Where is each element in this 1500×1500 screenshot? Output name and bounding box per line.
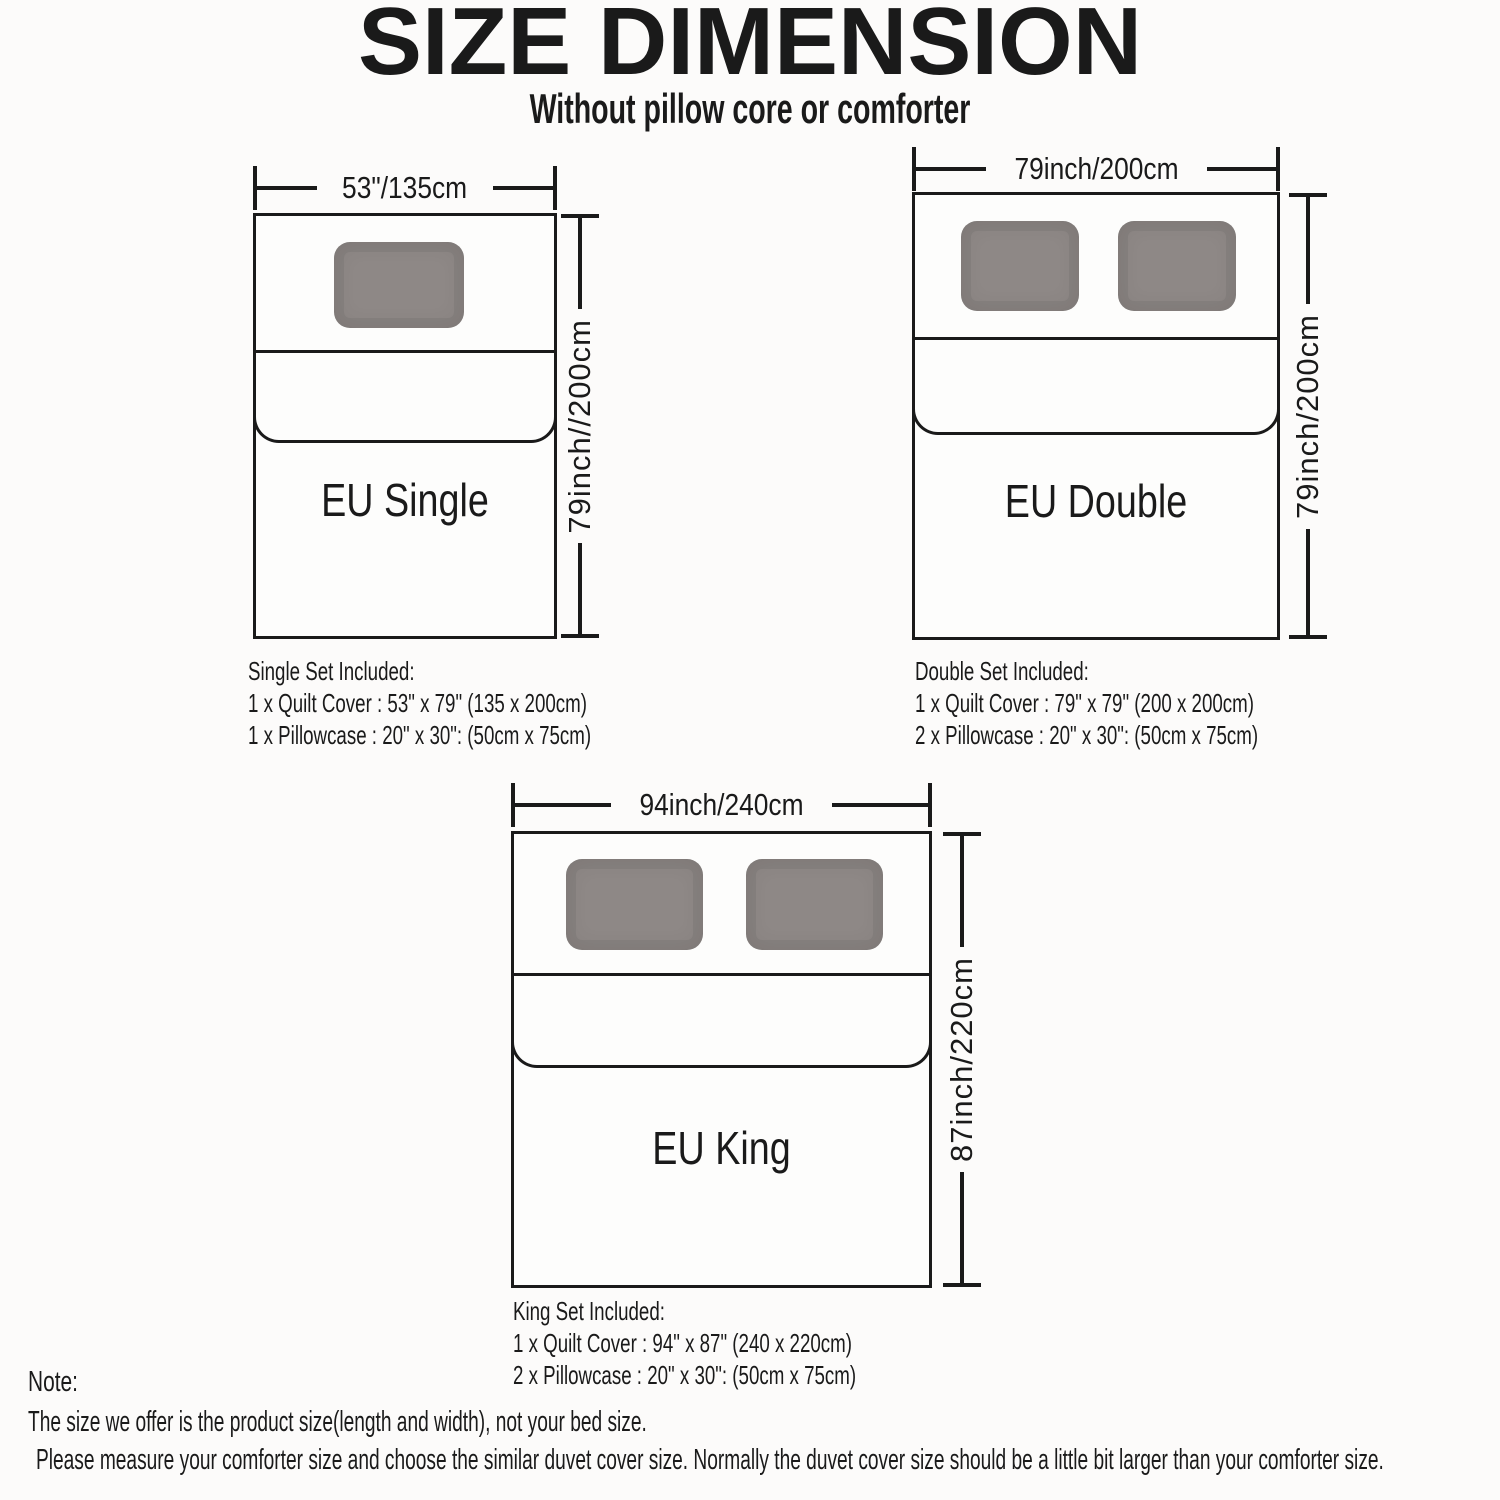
bed-diagram-eu-king xyxy=(511,831,932,1288)
set-title: King Set Included: xyxy=(513,1296,665,1326)
dimension-end-tick xyxy=(1289,635,1327,639)
width-dimension-eu-single xyxy=(253,166,557,210)
height-dimension-label: 79inch//200cm xyxy=(562,318,597,534)
dimension-line xyxy=(1306,529,1310,636)
pillow-icon xyxy=(1118,221,1236,311)
set-item-pillowcase: 2 x Pillowcase : 20" x 30": (50cm x 75cm) xyxy=(513,1360,857,1390)
pillow-icon xyxy=(566,859,703,950)
bed-size-label: EU Double xyxy=(1004,475,1188,527)
set-item-pillowcase: 2 x Pillowcase : 20" x 30": (50cm x 75cm) xyxy=(915,720,1259,750)
dimension-line xyxy=(578,218,582,309)
dimension-line xyxy=(960,836,964,947)
set-item-quilt-cover: 1 x Quilt Cover : 53" x 79" (135 x 200cm) xyxy=(248,688,587,718)
set-title: Double Set Included: xyxy=(915,656,1089,686)
set-included-eu-double xyxy=(915,655,1258,751)
height-dimension-label: 79inch/200cm xyxy=(1290,313,1325,519)
width-dimension-label: 79inch/200cm xyxy=(1013,151,1179,186)
quilt-fold-flap xyxy=(511,976,932,1068)
width-dimension-eu-double xyxy=(912,147,1280,191)
note-text-line: The size we offer is the product size(length and width), not your bed size. xyxy=(28,1406,647,1438)
dimension-line xyxy=(832,803,928,807)
dimension-end-tick xyxy=(943,1283,981,1287)
height-dimension-eu-king xyxy=(940,832,984,1287)
bed-size-label: EU King xyxy=(652,1122,791,1174)
quilt-fold-flap xyxy=(253,353,557,443)
set-included-eu-king xyxy=(513,1295,856,1391)
note-heading: Note: xyxy=(28,1366,78,1398)
set-included-eu-single xyxy=(248,655,591,751)
width-dimension-label: 53"/135cm xyxy=(342,170,468,205)
page-title: SIZE DIMENSION xyxy=(357,0,1143,95)
set-title: Single Set Included: xyxy=(248,656,415,686)
dimension-line xyxy=(916,167,986,171)
width-dimension-eu-king xyxy=(511,783,932,827)
page-subtitle: Without pillow core or comforter xyxy=(529,85,971,132)
set-item-pillowcase: 1 x Pillowcase : 20" x 30": (50cm x 75cm) xyxy=(248,720,592,750)
dimension-line xyxy=(578,543,582,634)
bed-diagram-eu-double xyxy=(912,192,1280,640)
dimension-end-tick xyxy=(1276,147,1280,191)
set-item-quilt-cover: 1 x Quilt Cover : 94" x 87" (240 x 220cm) xyxy=(513,1328,852,1358)
note-text-line: Please measure your comforter size and choose the similar duvet cover size. Normally the duvet cover size should be a little bit larger than your comforter size. xyxy=(36,1444,1384,1476)
dimension-line xyxy=(257,186,317,190)
bed-diagram-eu-single xyxy=(253,213,557,639)
height-dimension-eu-double xyxy=(1286,193,1330,639)
dimension-end-tick xyxy=(561,634,599,638)
dimension-line xyxy=(515,803,611,807)
pillow-icon xyxy=(746,859,883,950)
dimension-line xyxy=(1207,167,1277,171)
quilt-fold-flap xyxy=(912,340,1280,435)
width-dimension-label: 94inch/240cm xyxy=(639,787,804,822)
bed-size-label: EU Single xyxy=(321,474,489,526)
dimension-end-tick xyxy=(928,783,932,827)
dimension-end-tick xyxy=(553,166,557,210)
pillow-icon xyxy=(961,221,1079,311)
height-dimension-label: 87inch/220cm xyxy=(944,957,979,1163)
height-dimension-eu-single xyxy=(558,214,602,638)
dimension-line xyxy=(1306,197,1310,304)
dimension-line xyxy=(493,186,553,190)
pillow-icon xyxy=(334,242,464,328)
set-item-quilt-cover: 1 x Quilt Cover : 79" x 79" (200 x 200cm) xyxy=(915,688,1254,718)
dimension-line xyxy=(960,1172,964,1283)
